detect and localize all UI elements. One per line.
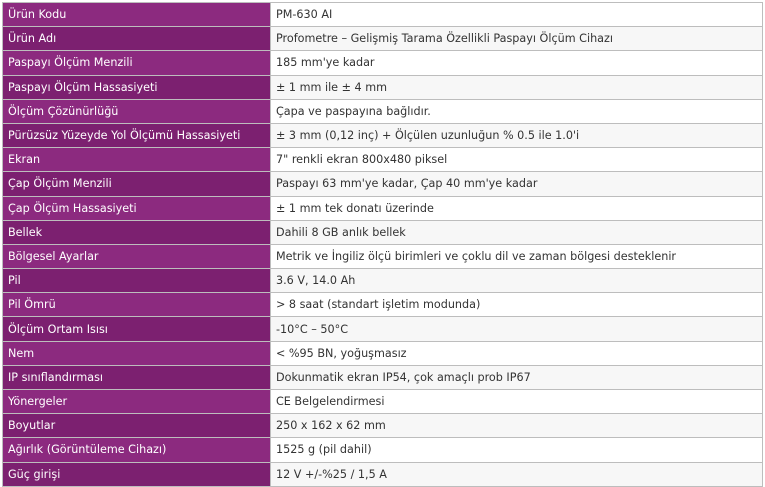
spec-key: Ağırlık (Görüntüleme Cihazı) xyxy=(3,438,271,462)
spec-key: Yönergeler xyxy=(3,390,271,414)
spec-row xyxy=(3,244,763,268)
spec-value: Dahili 8 GB anlık bellek xyxy=(271,220,763,244)
spec-value: > 8 saat (standart işletim modunda) xyxy=(271,293,763,317)
spec-row xyxy=(3,148,763,172)
spec-row xyxy=(3,293,763,317)
spec-key: Bellek xyxy=(3,220,271,244)
spec-key: Ürün Kodu xyxy=(3,3,271,27)
spec-value: Çapa ve paspayına bağlıdır. xyxy=(271,99,763,123)
spec-key: Ölçüm Çözünürlüğü xyxy=(3,99,271,123)
spec-value: 7" renkli ekran 800x480 piksel xyxy=(271,148,763,172)
spec-row xyxy=(3,365,763,389)
spec-row xyxy=(3,414,763,438)
spec-key: Güç girişi xyxy=(3,462,271,486)
spec-value: ± 1 mm tek donatı üzerinde xyxy=(271,196,763,220)
spec-row xyxy=(3,27,763,51)
spec-value: Paspayı 63 mm'ye kadar, Çap 40 mm'ye kadar xyxy=(271,172,763,196)
spec-value: 185 mm'ye kadar xyxy=(271,51,763,75)
spec-row xyxy=(3,123,763,147)
spec-key: IP sınıflandırması xyxy=(3,365,271,389)
spec-value: PM-630 AI xyxy=(271,3,763,27)
spec-key: Ekran xyxy=(3,148,271,172)
spec-key: Boyutlar xyxy=(3,414,271,438)
spec-table-container xyxy=(2,2,763,487)
spec-row xyxy=(3,172,763,196)
spec-value: 12 V +/-%25 / 1,5 A xyxy=(271,462,763,486)
spec-value: 250 x 162 x 62 mm xyxy=(271,414,763,438)
spec-row xyxy=(3,341,763,365)
spec-value: CE Belgelendirmesi xyxy=(271,390,763,414)
spec-key: Ürün Adı xyxy=(3,27,271,51)
spec-key: Çap Ölçüm Hassasiyeti xyxy=(3,196,271,220)
spec-key: Pil Ömrü xyxy=(3,293,271,317)
spec-key: Bölgesel Ayarlar xyxy=(3,244,271,268)
spec-value: < %95 BN, yoğuşmasız xyxy=(271,341,763,365)
spec-table xyxy=(2,2,763,487)
spec-row xyxy=(3,196,763,220)
spec-key: Paspayı Ölçüm Menzili xyxy=(3,51,271,75)
spec-value: 1525 g (pil dahil) xyxy=(271,438,763,462)
spec-row xyxy=(3,317,763,341)
spec-value: 3.6 V, 14.0 Ah xyxy=(271,269,763,293)
spec-key: Çap Ölçüm Menzili xyxy=(3,172,271,196)
spec-row xyxy=(3,51,763,75)
spec-value: Profometre – Gelişmiş Tarama Özellikli Paspayı Ölçüm Cihazı xyxy=(271,27,763,51)
spec-row xyxy=(3,75,763,99)
spec-row xyxy=(3,438,763,462)
spec-row xyxy=(3,462,763,486)
spec-key: Pürüzsüz Yüzeyde Yol Ölçümü Hassasiyeti xyxy=(3,123,271,147)
spec-key: Pil xyxy=(3,269,271,293)
spec-value: Metrik ve İngiliz ölçü birimleri ve çoklu dil ve zaman bölgesi desteklenir xyxy=(271,244,763,268)
spec-value: ± 3 mm (0,12 inç) + Ölçülen uzunluğun % 0.5 ile 1.0'i xyxy=(271,123,763,147)
spec-key: Paspayı Ölçüm Hassasiyeti xyxy=(3,75,271,99)
spec-key: Ölçüm Ortam Isısı xyxy=(3,317,271,341)
spec-row xyxy=(3,390,763,414)
spec-value: -10°C – 50°C xyxy=(271,317,763,341)
spec-table-body xyxy=(3,3,763,487)
spec-row xyxy=(3,99,763,123)
spec-value: Dokunmatik ekran IP54, çok amaçlı prob IP67 xyxy=(271,365,763,389)
spec-value: ± 1 mm ile ± 4 mm xyxy=(271,75,763,99)
spec-row xyxy=(3,3,763,27)
spec-key: Nem xyxy=(3,341,271,365)
spec-row xyxy=(3,220,763,244)
spec-row xyxy=(3,269,763,293)
